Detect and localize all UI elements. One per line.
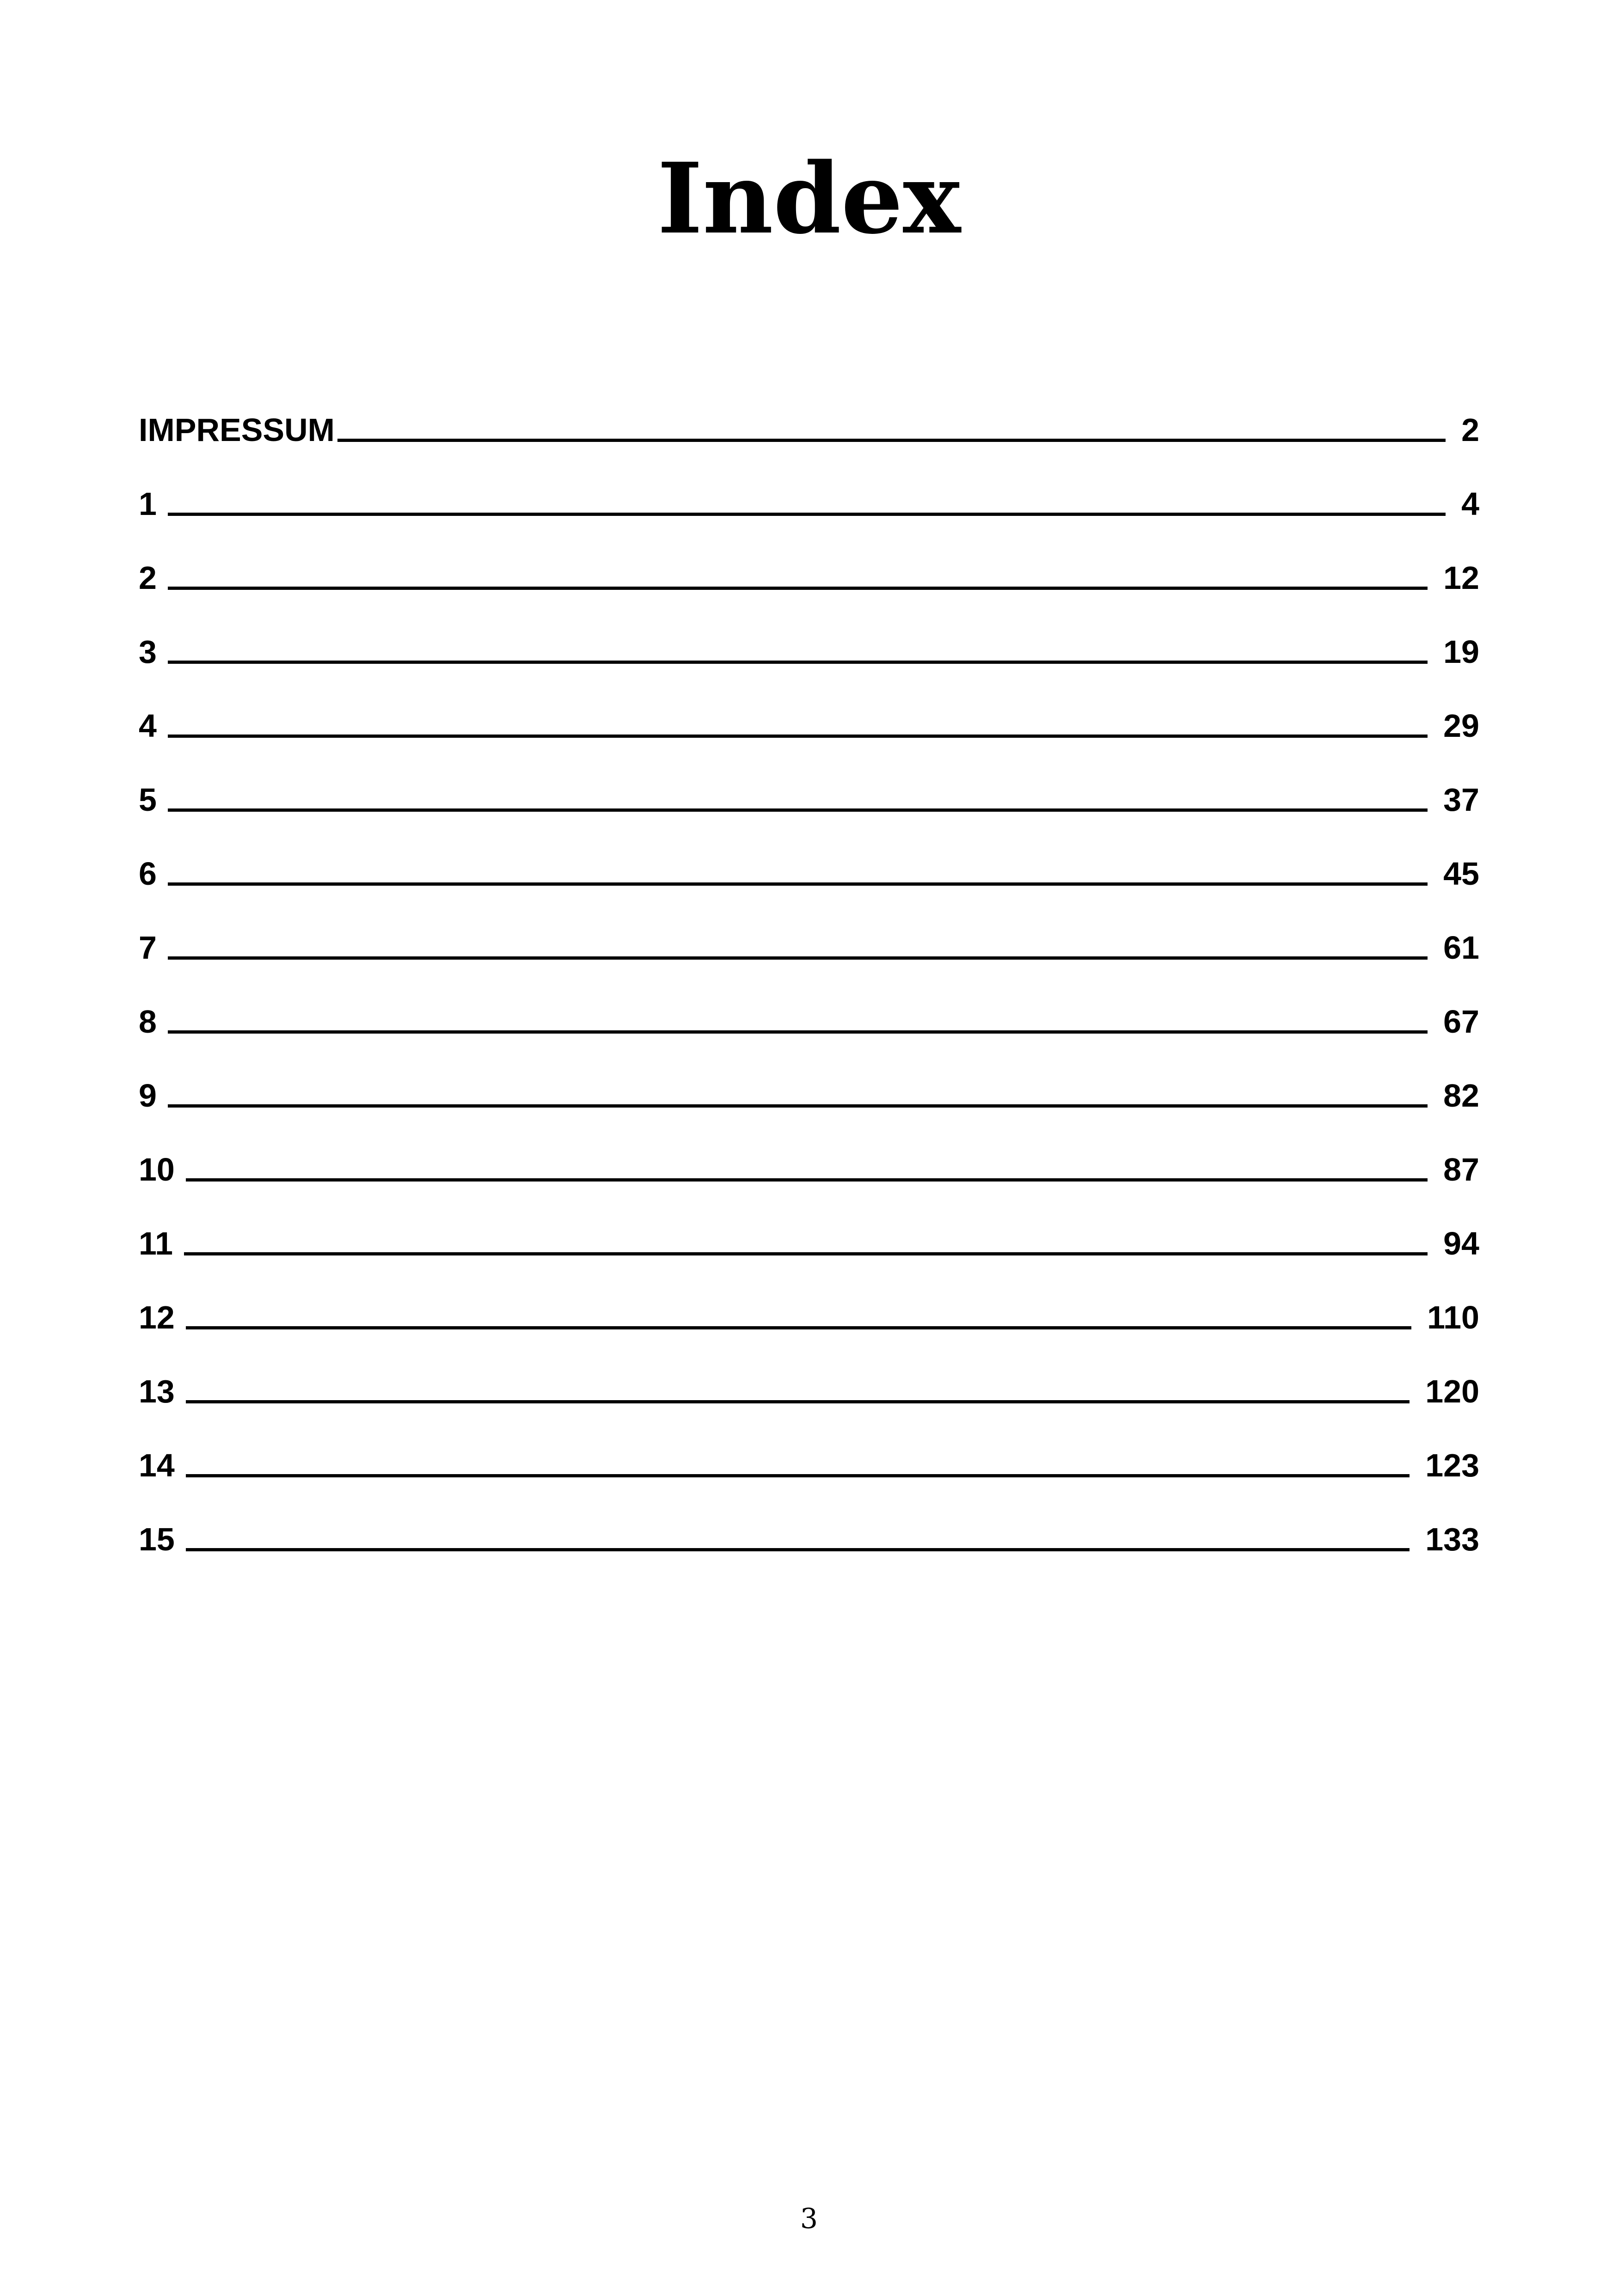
toc-entry-label: 3 — [139, 634, 157, 670]
toc-entry-label: 2 — [139, 560, 157, 596]
toc-entry-chapter-5[interactable] — [139, 744, 1479, 818]
toc-leader-line — [168, 661, 1428, 664]
toc-entry-chapter-11[interactable] — [139, 1188, 1479, 1262]
toc-entry-page: 2 — [1461, 412, 1479, 448]
toc-entry-page: 82 — [1443, 1078, 1479, 1114]
toc-entry-chapter-9[interactable] — [139, 1040, 1479, 1114]
toc-leader-line — [186, 1400, 1410, 1403]
toc-leader-line — [337, 439, 1446, 442]
toc-entry-chapter-10[interactable] — [139, 1114, 1479, 1188]
toc-entry-chapter-15[interactable] — [139, 1484, 1479, 1558]
toc-leader-line — [168, 808, 1428, 812]
toc-entry-chapter-12[interactable] — [139, 1262, 1479, 1336]
toc-entry-label: 9 — [139, 1078, 157, 1114]
toc-entry-chapter-3[interactable] — [139, 596, 1479, 670]
toc-leader-line — [168, 1104, 1428, 1108]
toc-entry-chapter-6[interactable] — [139, 818, 1479, 892]
toc-entry-page: 133 — [1425, 1521, 1479, 1557]
toc-entry-label: 7 — [139, 930, 157, 966]
toc-entry-impressum[interactable] — [139, 374, 1479, 448]
toc-entry-chapter-4[interactable] — [139, 670, 1479, 744]
toc-leader-line — [184, 1252, 1428, 1255]
toc-entry-page: 4 — [1461, 486, 1479, 522]
toc-entry-label: 6 — [139, 856, 157, 892]
toc-leader-line — [186, 1326, 1411, 1329]
toc-entry-chapter-13[interactable] — [139, 1336, 1479, 1410]
toc-leader-line — [168, 882, 1428, 886]
toc-leader-line — [186, 1474, 1410, 1477]
toc-entry-label: 5 — [139, 782, 157, 818]
toc-entry-page: 94 — [1443, 1225, 1479, 1261]
toc-entry-chapter-7[interactable] — [139, 892, 1479, 966]
toc-leader-line — [168, 735, 1428, 738]
toc-entry-chapter-1[interactable] — [139, 448, 1479, 522]
toc-entry-label: 13 — [139, 1373, 175, 1409]
toc-entry-page: 67 — [1443, 1004, 1479, 1040]
toc-entry-page: 45 — [1443, 856, 1479, 892]
toc-entry-page: 120 — [1425, 1373, 1479, 1409]
toc-leader-line — [168, 956, 1428, 960]
toc-entry-page: 87 — [1443, 1151, 1479, 1188]
toc-entry-page: 61 — [1443, 930, 1479, 966]
table-of-contents — [139, 374, 1479, 1558]
toc-leader-line — [168, 587, 1428, 590]
toc-entry-label: 15 — [139, 1521, 175, 1557]
toc-entry-label: IMPRESSUM — [139, 412, 335, 448]
toc-leader-line — [168, 513, 1446, 516]
toc-leader-line — [186, 1548, 1410, 1551]
toc-entry-label: 8 — [139, 1004, 157, 1040]
toc-entry-label: 12 — [139, 1299, 175, 1335]
toc-entry-label: 11 — [139, 1225, 173, 1261]
toc-entry-label: 14 — [139, 1447, 175, 1483]
toc-entry-page: 123 — [1425, 1447, 1479, 1483]
toc-entry-chapter-2[interactable] — [139, 522, 1479, 596]
toc-entry-page: 29 — [1443, 708, 1479, 744]
toc-entry-page: 12 — [1443, 560, 1479, 596]
toc-entry-label: 1 — [139, 486, 157, 522]
toc-entry-page: 19 — [1443, 634, 1479, 670]
toc-entry-label: 4 — [139, 708, 157, 744]
toc-entry-page: 37 — [1443, 782, 1479, 818]
page-number: 3 — [800, 2203, 818, 2235]
toc-entry-chapter-14[interactable] — [139, 1410, 1479, 1484]
toc-leader-line — [186, 1178, 1428, 1182]
toc-leader-line — [168, 1030, 1428, 1034]
toc-entry-label: 10 — [139, 1151, 175, 1188]
page-title: Index — [657, 141, 961, 256]
toc-entry-page: 110 — [1427, 1299, 1479, 1335]
toc-entry-chapter-8[interactable] — [139, 966, 1479, 1040]
